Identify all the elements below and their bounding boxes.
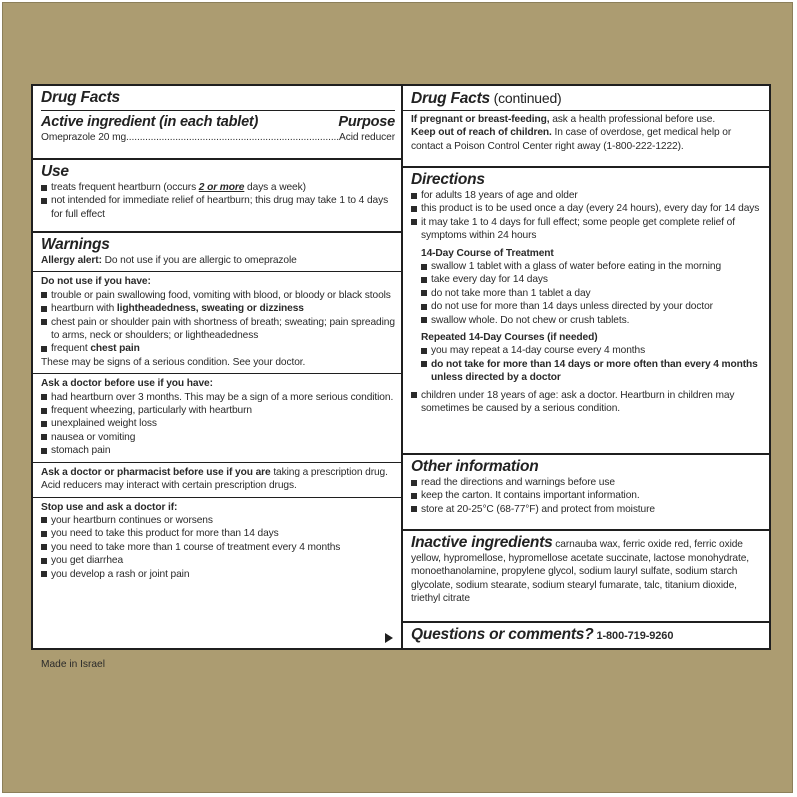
list-item: read the directions and warnings before use <box>411 476 763 489</box>
list-item: do not use for more than 14 days unless directed by your doctor <box>421 300 763 313</box>
inactive-ingredients-list: carnauba wax, ferric oxide red, ferric oxide yellow, hypromellose, hypromellose acetate succinate, lactose monohydrate, monoethanolamine, propylene glycol, sodium lauryl sulfate, sodium starch glycolate, sodium stearate, sodium stearyl fumarate, talc, titanium dioxide, triethyl citrate <box>411 539 750 605</box>
country-of-origin: Made in Israel <box>41 659 105 670</box>
list-item: you may repeat a 14-day course every 4 months <box>421 344 763 357</box>
active-ingredient-heading: Active ingredient (in each tablet) <box>41 114 259 130</box>
ingredient-row <box>41 131 395 144</box>
drug-facts-label <box>31 84 771 650</box>
list-item: swallow whole. Do not chew or crush tablets. <box>421 314 763 327</box>
other-info-section <box>403 455 769 531</box>
left-column <box>33 86 403 648</box>
questions-section <box>403 623 769 648</box>
do-not-use-block <box>33 271 401 369</box>
list-item: keep the carton. It contains important information. <box>411 489 763 502</box>
repeat-heading: Repeated 14-Day Courses (if needed) <box>421 332 598 344</box>
list-item: do not take more than 1 tablet a day <box>421 287 763 300</box>
course-heading: 14-Day Course of Treatment <box>421 247 554 259</box>
ask-pharmacist-heading: Ask a doctor or pharmacist before use if you are <box>41 466 271 478</box>
list-item: nausea or vomiting <box>41 431 395 444</box>
purpose-heading: Purpose <box>338 114 395 130</box>
list-item: you get diarrhea <box>41 554 395 567</box>
warnings-heading: Warnings <box>41 236 110 253</box>
list-item: trouble or pain swallowing food, vomiting with blood, or bloody or black stools <box>41 289 395 302</box>
keep-out-of-reach: Keep out of reach of children. In case of overdose, get medical help or contact a Poison Control Center right away (1-800-222-1222). <box>411 127 732 152</box>
list-item: it may take 1 to 4 days for full effect; some people get complete relief of symptoms within 24 hours <box>411 216 763 243</box>
allergy-alert: Allergy alert: Do not use if you are allergic to omeprazole <box>41 255 297 266</box>
do-not-use-heading: Do not use if you have: <box>41 276 151 288</box>
list-item: you develop a rash or joint pain <box>41 568 395 581</box>
list-item: heartburn with lightheadedness, sweating or dizziness <box>41 302 395 315</box>
pregnancy-warning: If pregnant or breast-feeding, ask a health professional before use. Keep out of reach of children. In case of overdose, get medical help or contact a Poison Control Center right away (1-800-222-1222). <box>403 110 769 153</box>
questions-heading: Questions or comments? <box>411 626 594 643</box>
list-item: children under 18 years of age: ask a doctor. Heartburn in children may sometimes be caused by a serious condition. <box>411 389 763 416</box>
warning-note: These may be signs of a serious condition. See your doctor. <box>41 356 306 368</box>
list-item: swallow 1 tablet with a glass of water before eating in the morning <box>421 260 763 273</box>
list-item: you need to take this product for more than 14 days <box>41 527 395 540</box>
list-item: for adults 18 years of age and older <box>411 189 763 202</box>
continue-arrow-icon <box>385 633 393 643</box>
list-item: treats frequent heartburn (occurs 2 or more days a week) <box>41 181 395 194</box>
ingredient-name: Omeprazole 20 mg <box>41 132 127 143</box>
list-item: you need to take more than 1 course of treatment every 4 months <box>41 541 395 554</box>
leader-dots <box>126 131 339 144</box>
list-item: store at 20-25°C (68-77°F) and protect from moisture <box>411 503 763 516</box>
stop-use-block <box>33 497 401 581</box>
directions-section <box>403 168 769 455</box>
ingredient-purpose: Acid reducer <box>339 132 395 143</box>
ask-doctor-heading: Ask a doctor before use if you have: <box>41 378 213 390</box>
directions-heading: Directions <box>411 171 485 188</box>
drug-facts-continued-title: Drug Facts (continued) <box>411 90 562 107</box>
list-item: take every day for 14 days <box>421 273 763 286</box>
inactive-ingredients-section <box>403 531 769 623</box>
carton-panel <box>2 2 793 793</box>
stop-use-heading: Stop use and ask a doctor if: <box>41 501 178 513</box>
ask-doctor-block <box>33 373 401 457</box>
active-purpose-header <box>41 110 395 131</box>
right-column <box>403 86 769 648</box>
other-info-heading: Other information <box>411 458 539 475</box>
use-section <box>33 160 401 233</box>
list-item: chest pain or shoulder pain with shortness of breath; sweating; pain spreading to arms, neck or shoulders; or lightheadedness <box>41 316 395 343</box>
active-ingredient-section <box>33 86 401 160</box>
inactive-ingredients-heading: Inactive ingredients <box>411 534 553 551</box>
list-item: frequent wheezing, particularly with heartburn <box>41 404 395 417</box>
drug-facts-title: Drug Facts <box>41 89 120 106</box>
use-heading: Use <box>41 163 69 180</box>
list-item: had heartburn over 3 months. This may be a sign of a more serious condition. <box>41 391 395 404</box>
list-item: this product is to be used once a day (every 24 hours), every day for 14 days <box>411 202 763 215</box>
ask-pharmacist-block: Ask a doctor or pharmacist before use if you are taking a prescription drug. Acid reducers may interact with certain prescription drugs. <box>33 462 401 493</box>
list-item: your heartburn continues or worsens <box>41 514 395 527</box>
phone-number: 1-800-719-9260 <box>593 630 674 642</box>
list-item: not intended for immediate relief of heartburn; this drug may take 1 to 4 days for full effect <box>41 194 395 221</box>
list-item: do not take for more than 14 days or more often than every 4 months unless directed by a doctor <box>421 358 763 385</box>
course-block <box>411 247 763 385</box>
list-item: frequent chest pain <box>41 342 395 355</box>
list-item: unexplained weight loss <box>41 417 395 430</box>
warnings-section <box>33 233 401 648</box>
continued-section <box>403 86 769 168</box>
list-item: stomach pain <box>41 444 395 457</box>
